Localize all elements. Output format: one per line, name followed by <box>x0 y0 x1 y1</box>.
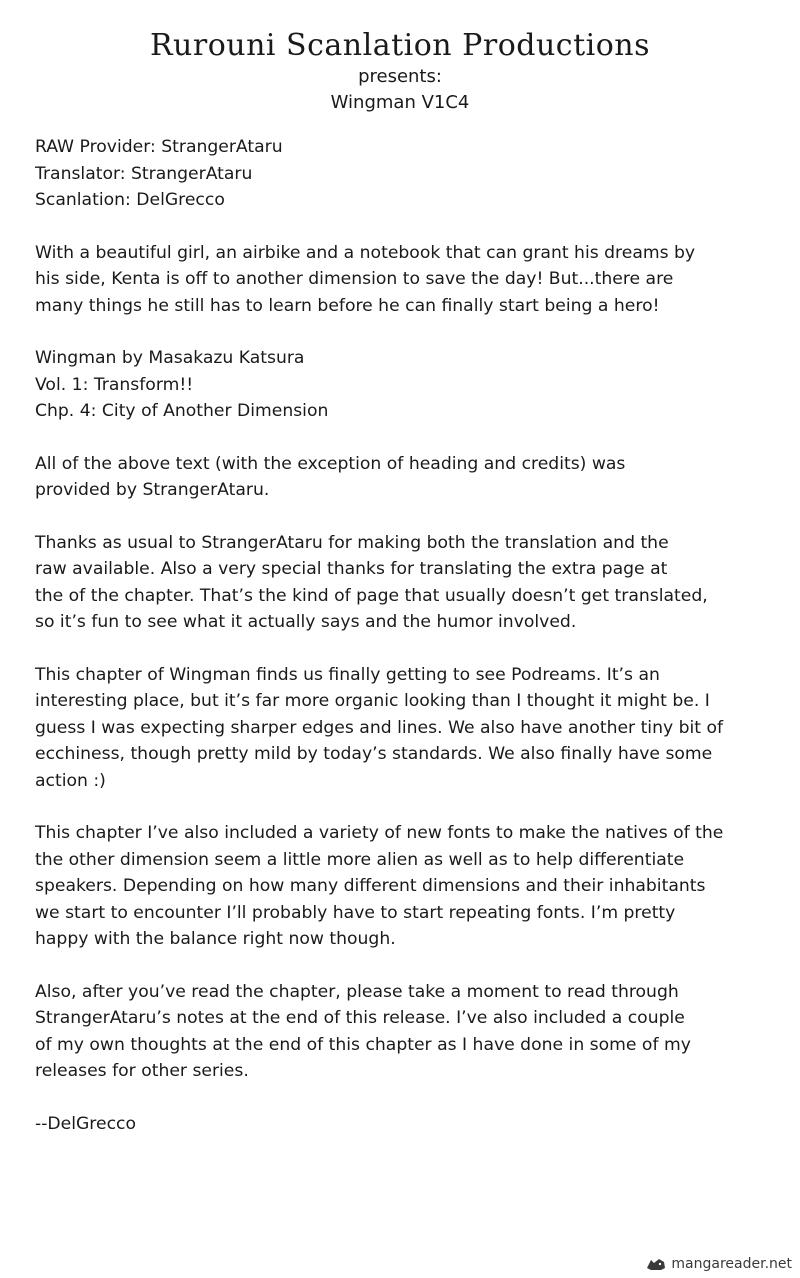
watermark <box>645 1256 792 1272</box>
paragraph-line: speakers. Depending on how many different dimensions and their inhabitants <box>35 876 706 896</box>
paragraph-line: the of the chapter. That’s the kind of page that usually doesn’t get translated, <box>35 585 708 606</box>
paragraph-line: ecchiness, though pretty mild by today’s standards. We also finally have some <box>35 744 713 764</box>
thanks-paragraph <box>35 530 765 636</box>
document-body <box>35 134 765 1137</box>
credit-line: RAW Provider: StrangerAtaru <box>35 137 283 157</box>
credits-block <box>35 134 765 214</box>
chapter-notes-paragraph <box>35 662 765 795</box>
paragraph-line: action :) <box>35 770 106 791</box>
paragraph-line: StrangerAtaru’s notes at the end of this release. I’ve also included a couple <box>35 1008 685 1028</box>
paragraph-line: his side, Kenta is off to another dimension to save the day! But...there are <box>35 269 674 289</box>
paragraph-line: interesting place, but it’s far more organic looking than I thought it might be. I <box>35 691 710 711</box>
paragraph-line: This chapter I’ve also included a variety of new fonts to make the natives of the <box>35 823 724 843</box>
paragraph-line: With a beautiful girl, an airbike and a notebook that can grant his dreams by <box>35 242 696 263</box>
paragraph-line: provided by StrangerAtaru. <box>35 480 270 500</box>
book-info-block <box>35 345 765 425</box>
page-title: Rurouni Scanlation Productions <box>149 28 651 63</box>
paragraph-line: so it’s fun to see what it actually says and the humor involved. <box>35 612 577 632</box>
paragraph-line: Thanks as usual to StrangerAtaru for making both the translation and the <box>35 532 669 553</box>
paragraph-line: releases for other series. <box>35 1061 249 1081</box>
credit-line: Scanlation: DelGrecco <box>35 190 225 210</box>
signature-block <box>35 1111 765 1138</box>
chapter-label: Wingman V1C4 <box>330 92 470 113</box>
signature: --DelGrecco <box>35 1113 136 1134</box>
paragraph-line: raw available. Also a very special thanks for translating the extra page at <box>35 559 668 579</box>
fonts-notes-paragraph <box>35 820 765 953</box>
provided-note-paragraph <box>35 451 765 504</box>
credit-line: Translator: StrangerAtaru <box>35 163 253 184</box>
paragraph-line: This chapter of Wingman finds us finally getting to see Podreams. It’s an <box>35 664 660 685</box>
paragraph-line: guess I was expecting sharper edges and lines. We also have another tiny bit of <box>35 717 724 738</box>
paragraph-line: Also, after you’ve read the chapter, please take a moment to read through <box>35 981 679 1002</box>
paragraph-line: happy with the balance right now though. <box>35 929 396 949</box>
presents-label: presents: <box>358 66 442 87</box>
watermark-text: mangareader.net <box>671 1256 792 1272</box>
book-info-line: Wingman by Masakazu Katsura <box>35 348 305 368</box>
book-info-line: Vol. 1: Transform!! <box>35 374 194 395</box>
paragraph-line: All of the above text (with the exception of heading and credits) was <box>35 453 626 474</box>
closing-paragraph <box>35 979 765 1085</box>
book-info-line: Chp. 4: City of Another Dimension <box>35 401 329 421</box>
paragraph-line: many things he still has to learn before he can finally start being a hero! <box>35 295 660 316</box>
paragraph-line: of my own thoughts at the end of this chapter as I have done in some of my <box>35 1034 691 1055</box>
paragraph-line: the other dimension seem a little more alien as well as to help differentiate <box>35 849 685 870</box>
dog-logo-icon <box>645 1256 667 1272</box>
synopsis-paragraph <box>35 240 765 320</box>
paragraph-line: we start to encounter I’ll probably have to start repeating fonts. I’m pretty <box>35 902 676 923</box>
